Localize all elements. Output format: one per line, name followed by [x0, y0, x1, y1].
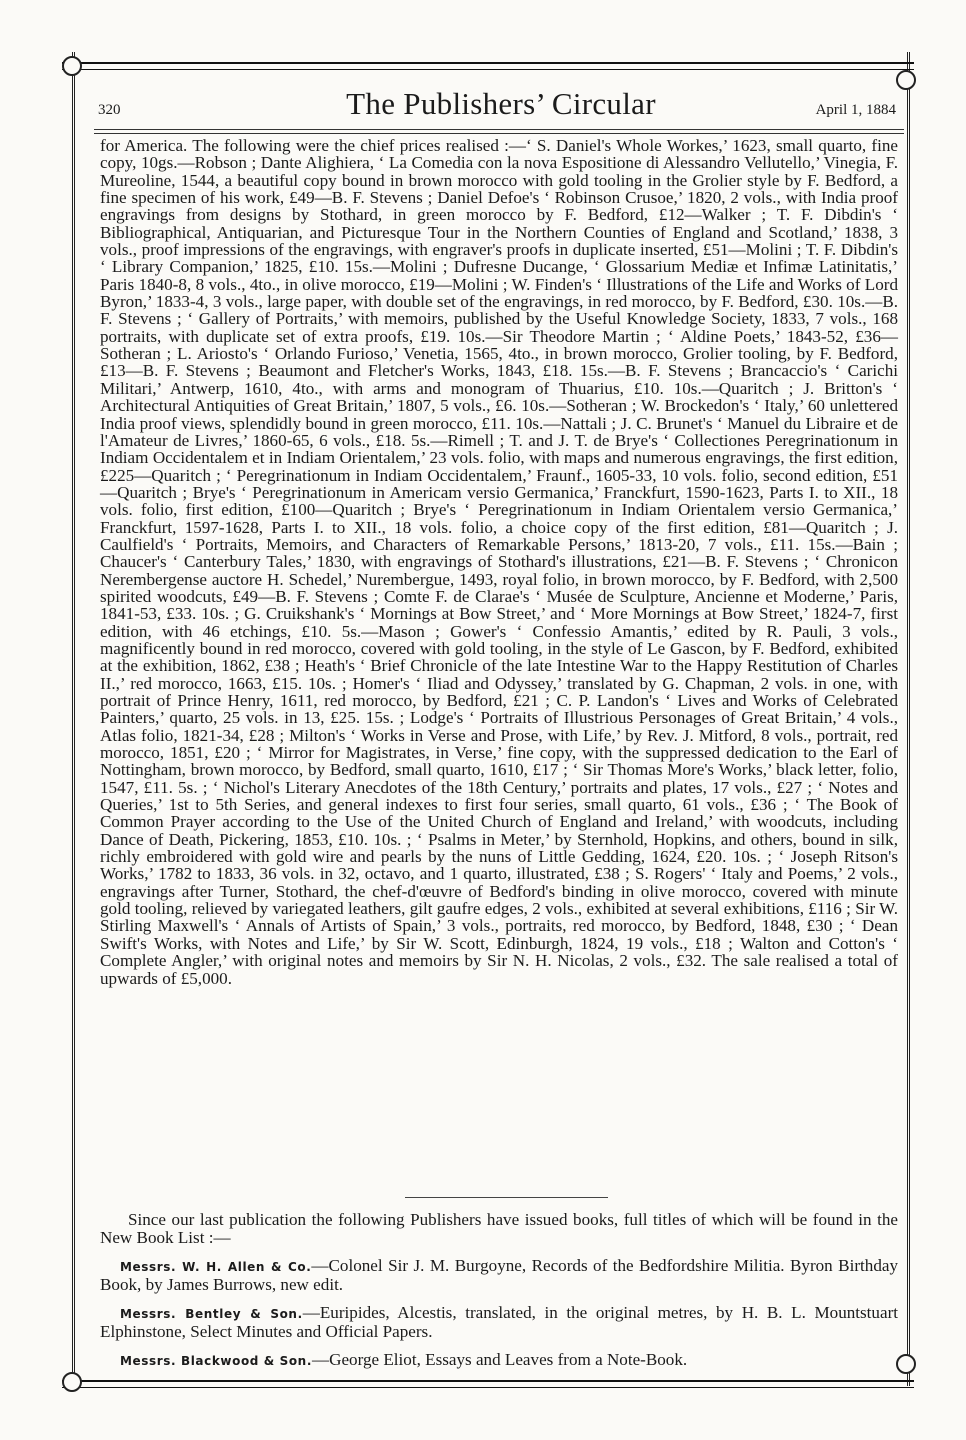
notice-intro: Since our last publication the following Publishers have issued books, full titles of which will be found in the New Book List :—: [100, 1210, 898, 1247]
publisher-name: Messrs. Blackwood & Son.: [120, 1354, 312, 1368]
corner-ornament-icon: [62, 1372, 82, 1392]
publisher-name: Messrs. W. H. Allen & Co.: [120, 1260, 312, 1274]
issue-date: April 1, 1884: [815, 102, 896, 118]
publisher-name: Messrs. Bentley & Son.: [120, 1307, 303, 1321]
publisher-titles: —Colonel Sir J. M. Burgoyne, Records of the Bedfordshire Militia. Byron Birthday Book, by James Burrows, new edit.: [100, 1256, 898, 1294]
publisher-entry: [100, 1257, 898, 1294]
publisher-titles: —George Eliot, Essays and Leaves from a Note-Book.: [312, 1350, 688, 1369]
top-border-rule: [62, 62, 914, 70]
page-number: 320: [98, 102, 121, 118]
corner-ornament-icon: [62, 56, 82, 76]
header-rule: [94, 129, 904, 134]
corner-ornament-icon: [896, 1354, 916, 1374]
publisher-entry: [100, 1304, 898, 1341]
journal-title: The Publishers’ Circular: [346, 86, 656, 121]
page-header: [98, 84, 904, 124]
bottom-border-rule: [62, 1380, 914, 1388]
publisher-titles: —Euripides, Alcestis, translated, in the original metres, by H. B. L. Mountstuart Elphinstone, Select Minutes and Official Papers.: [100, 1303, 899, 1341]
section-divider: [405, 1197, 608, 1198]
article-body: for America. The following were the chief prices realised :—‘ S. Daniel's Whole Workes,’ 1623, small quarto, fine copy, 10gs.—Robson ; Dante Alighiera, ‘ La Comedia con la nova Espositione di Alessandro Vellutello,’ Vinegia, F. Mureoline, 1544, a beautiful copy bound in brown morocco with gold tooling in the Grolier style by F. Bedford, a fine specimen of his work, £49—B. F. Stevens ; Daniel Defoe's ‘ Robinson Crusoe,’ 1820, 2 vols., with India proof engravings from designs by Stothard, in green morocco by F. Bedford, £12—Walker ; T. F. Dibdin's ‘ Bibliographical, Antiquarian, and Picturesque Tour in the Northern Counties of England and Scotland,’ 1838, 3 vols., proof impressions of the engravings, with engraver's proofs in duplicate inserted, £51—Molini ; T. F. Dibdin's ‘ Library Companion,’ 1825, £10. 15s.—Molini ; Dufresne Ducange, ‘ Glossarium Mediæ et Infimæ Latinitatis,’ Paris 1840-8, 8 vols., 4to., in olive morocco, £19—Molini ; W. Finden's ‘ Illustrations of the Life and Works of Lord Byron,’ 1833-4, 3 vols., large paper, with double set of the engravings, in red morocco, by F. Bedford, £30. 10s.—B. F. Stevens ; ‘ Gallery of Portraits,’ with memoirs, published by the Useful Knowledge Society, 1833, 7 vols., 168 portraits, with duplicate set of extra proofs, £19. 10s.—Sir Theodore Martin ; ‘ Aldine Poets,’ 1843-52, £36—Sotheran ; L. Ariosto's ‘ Orlando Furioso,’ Venetia, 1565, 4to., in brown morocco, Grolier tooling, by F. Bedford, £13—B. F. Stevens ; Beaumont and Fletcher's Works, 1843, £18. 15s.—B. F. Stevens ; Brancaccio's ‘ Carichi Militari,’ Antwerp, 1610, 4to., with arms and monogram of Thuarius, £10. 10s.—Quaritch ; J. Britton's ‘ Architectural Antiquities of Great Britain,’ 1807, 5 vols., £6. 10s.—Sotheran ; W. Brockedon's ‘ Italy,’ 60 unlettered India proof views, splendidly bound in green morocco, £11. 10s.—Nattali ; J. C. Brunet's ‘ Manuel du Libraire et de l'Amateur de Livres,’ 1860-65, 6 vols., £18. 5s.—Rimell ; T. and J. T. de Brye's ‘ Collectiones Peregrinationum in Indiam Occidentalem et in Indiam Orientalem,’ 23 vols. folio, with maps and numerous engravings, the first edition, £225—Quaritch ; ‘ Peregrinationum in Indiam Occidentalem,’ Fraunf., 1605-33, 10 vols. folio, second edition, £51—Quaritch ; Brye's ‘ Peregrinationum in Americam versio Germanica,’ Franckfurt, 1590-1623, Parts I. to XII., 18 vols. folio, first edition, £100—Quaritch ; Brye's ‘ Peregrinationum in Indiam Orientalem versio Germanica,’ Franckfurt, 1597-1628, Parts I. to XII., 18 vols. folio, a choice copy of the first edition, £81—Quaritch ; J. Caulfield's ‘ Portraits, Memoirs, and Characters of Remarkable Persons,’ 1813-20, 7 vols., £11. 15s.—Bain ; Chaucer's ‘ Canterbury Tales,’ 1830, with engravings of Stothard's illustrations, £21—B. F. Stevens ; ‘ Chronicon Nerembergense auctore H. Schedel,’ Nurembergue, 1493, royal folio, in brown morocco, by F. Bedford, with 2,500 spirited woodcuts, £49—B. F. Stevens ; Comte F. de Clarae's ‘ Musée de Sculpture, Ancienne et Moderne,’ Paris, 1841-53, £33. 10s. ; G. Cruikshank's ‘ Mornings at Bow Street,’ and ‘ More Mornings at Bow Street,’ 1824-7, first edition, with 46 etchings, £10. 5s.—Mason ; Gower's ‘ Confessio Amantis,’ edited by R. Pauli, 3 vols., magnificently bound in red morocco, covered with gold tooling, in the style of Le Gascon, by F. Bedford, exhibited at the exhibition, 1862, £38 ; Heath's ‘ Brief Chronicle of the late Intestine War to the Happy Restitution of Charles II.,’ red morocco, 1663, £15. 10s. ; Homer's ‘ Iliad and Odyssey,’ translated by G. Chapman, 2 vols. in one, with portrait of Prince Henry, 1611, red morocco, by Bedford, £21 ; C. P. Landon's ‘ Lives and Works of Celebrated Painters,’ quarto, 25 vols. in 13, £25. 15s. ; Lodge's ‘ Portraits of Illustrious Personages of Great Britain,’ 4 vols., Atlas folio, 1821-34, £28 ; Milton's ‘ Works in Verse and Prose, with Life,’ by Rev. J. Mitford, 8 vols., portrait, red morocco, 1851, £20 ; ‘ Mirror for Magistrates, in Verse,’ fine copy, with the suppressed dedication to the Earl of Nottingham, brown morocco, by Bedford, small quarto, 1610, £17 ; ‘ Sir Thomas More's Works,’ black letter, folio, 1547, £11. 5s. ; ‘ Nichol's Literary Anecdotes of the 18th Century,’ portraits and plates, 17 vols., £27 ; ‘ Notes and Queries,’ 1st to 5th Series, and general indexes to first four series, small quarto, 61 vols., £36 ; ‘ The Book of Common Prayer according to the Use of the United Church of England and Ireland,’ with woodcuts, including Dance of Death, Pickering, 1853, £10. 10s. ; ‘ Psalms in Meter,’ by Sternhold, Hopkins, and others, bound in silk, richly embroidered with gold wire and pearls by the nuns of Little Gedding, 1624, £20. 10s. ; ‘ Joseph Ritson's Works,’ 1782 to 1833, 36 vols. in 32, octavo, and 1 quarto, illustrated, £38 ; S. Rogers' ‘ Italy and Poems,’ 2 vols., engravings after Turner, Stothard, the chef-d'œuvre of Bedford's binding in olive morocco, covered with minute gold tooling, relieved by variegated leathers, gilt gaufre edges, 2 vols., exhibited at several exhibitions, £116 ; Sir W. Stirling Maxwell's ‘ Annals of Artists of Spain,’ 3 vols., portraits, red morocco, by Bedford, 1848, £30 ; ‘ Dean Swift's Works, with Notes and Life,’ by Sir W. Scott, Edinburgh, 1824, 19 vols., £18 ; Walton and Cotton's ‘ Complete Angler,’ with original notes and memoirs by Sir N. H. Nicolas, 2 vols., £32. The sale realised a total of upwards of £5,000.: [100, 136, 898, 988]
new-books-notice: [100, 1211, 898, 1380]
publisher-entry: [100, 1351, 898, 1370]
